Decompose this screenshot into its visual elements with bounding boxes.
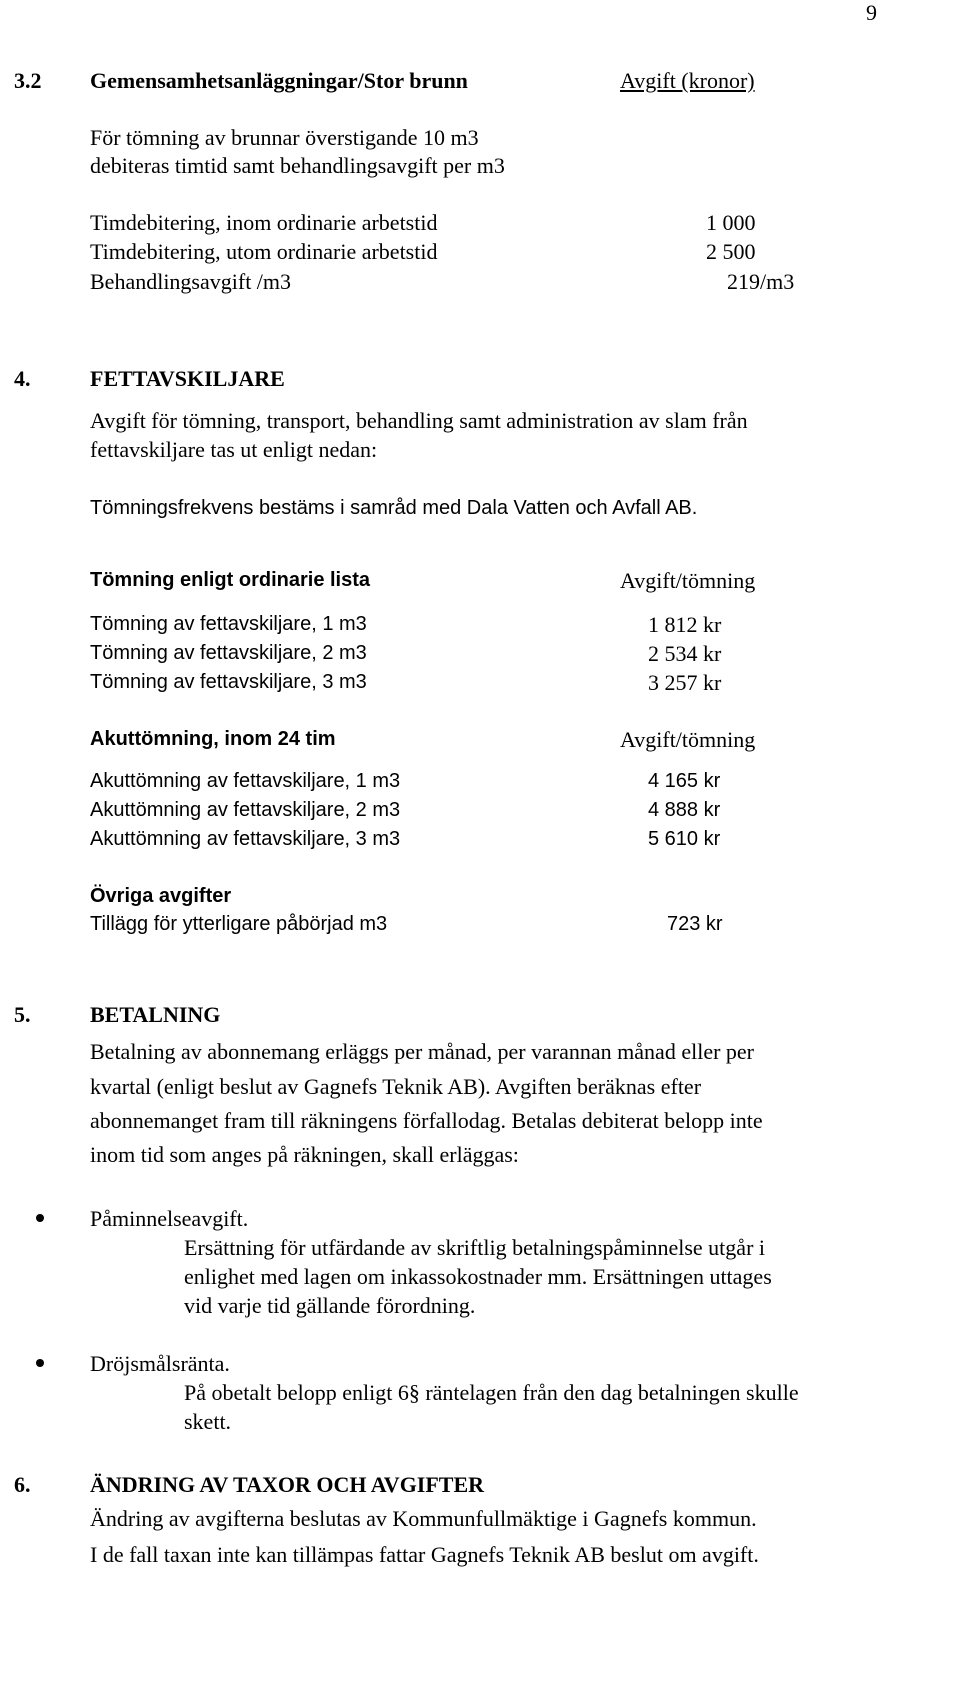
bullet-icon [36, 1214, 44, 1222]
fee-value: 1 812 kr [648, 612, 722, 637]
bullet-title: Påminnelseavgift. [90, 1206, 249, 1231]
fee-label: Tömning av fettavskiljare, 1 m3 [90, 613, 367, 635]
paragraph-line: I de fall taxan inte kan tillämpas fattar Gagnefs Teknik AB beslut om avgift. [90, 1542, 759, 1567]
fee-label: Tömning av fettavskiljare, 2 m3 [90, 642, 367, 664]
paragraph-line: abonnemanget fram till räkningens förfallodag. Betalas debiterat belopp inte [90, 1108, 763, 1133]
intro-line: fettavskiljare tas ut enligt nedan: [90, 437, 378, 462]
fee-header: Avgift (kronor) [620, 68, 755, 93]
bullet-title: Dröjsmålsränta. [90, 1351, 230, 1376]
section-number: 3.2 [14, 68, 42, 93]
fee-label: Akuttömning av fettavskiljare, 3 m3 [90, 828, 401, 850]
intro-line: Avgift för tömning, transport, behandling samt administration av slam från [90, 408, 748, 433]
fee-header: Avgift/tömning [620, 727, 756, 752]
fee-value: 723 kr [667, 913, 723, 935]
section-title: BETALNING [90, 1002, 221, 1027]
section-title: Gemensamhetsanläggningar/Stor brunn [90, 68, 468, 93]
fee-value: 4 165 kr [648, 770, 721, 792]
bullet-line: enlighet med lagen om inkassokostnader mm. Ersättningen uttages [184, 1264, 772, 1289]
fee-label: Akuttömning av fettavskiljare, 2 m3 [90, 799, 401, 821]
bullet-line: På obetalt belopp enligt 6§ räntelagen från den dag betalningen skulle [184, 1380, 799, 1405]
table-heading: Akuttömning, inom 24 tim [90, 728, 336, 750]
table-heading: Tömning enligt ordinarie lista [90, 569, 371, 591]
section-number: 6. [14, 1472, 31, 1497]
bullet-line: skett. [184, 1409, 232, 1434]
paragraph-line: Ändring av avgifterna beslutas av Kommunfullmäktige i Gagnefs kommun. [90, 1506, 757, 1531]
intro-line: debiteras timtid samt behandlingsavgift per m3 [90, 153, 505, 178]
section-number: 5. [14, 1002, 31, 1027]
fee-label: Behandlingsavgift /m3 [90, 269, 292, 294]
paragraph-line: kvartal (enligt beslut av Gagnefs Teknik AB). Avgiften beräknas efter [90, 1074, 702, 1099]
bullet-icon [36, 1359, 44, 1367]
fee-label: Akuttömning av fettavskiljare, 1 m3 [90, 770, 401, 792]
fee-label: Tömning av fettavskiljare, 3 m3 [90, 671, 367, 693]
paragraph-line: Betalning av abonnemang erläggs per månad, per varannan månad eller per [90, 1039, 754, 1064]
page-number: 9 [866, 0, 877, 25]
fee-value: 219/m3 [727, 269, 795, 294]
fee-label: Tillägg för ytterligare påbörjad m3 [90, 913, 388, 935]
fee-value: 2 500 [706, 239, 756, 264]
bullet-line: vid varje tid gällande förordning. [184, 1293, 476, 1318]
paragraph-line: inom tid som anges på räkningen, skall erläggas: [90, 1142, 519, 1167]
section-title: FETTAVSKILJARE [90, 366, 285, 391]
section-number: 4. [14, 366, 31, 391]
fee-value: 3 257 kr [648, 670, 722, 695]
fee-header: Avgift/tömning [620, 568, 756, 593]
fee-label: Timdebitering, inom ordinarie arbetstid [90, 210, 438, 235]
frequency-note: Tömningsfrekvens bestäms i samråd med Dala Vatten och Avfall AB. [90, 497, 698, 519]
fee-value: 5 610 kr [648, 828, 721, 850]
fee-value: 1 000 [706, 210, 756, 235]
table-heading: Övriga avgifter [90, 885, 232, 907]
fee-value: 4 888 kr [648, 799, 721, 821]
fee-label: Timdebitering, utom ordinarie arbetstid [90, 239, 438, 264]
section-title: ÄNDRING AV TAXOR OCH AVGIFTER [90, 1472, 485, 1497]
bullet-line: Ersättning för utfärdande av skriftlig betalningspåminnelse utgår i [184, 1235, 766, 1260]
fee-value: 2 534 kr [648, 641, 722, 666]
intro-line: För tömning av brunnar överstigande 10 m3 [90, 125, 479, 150]
